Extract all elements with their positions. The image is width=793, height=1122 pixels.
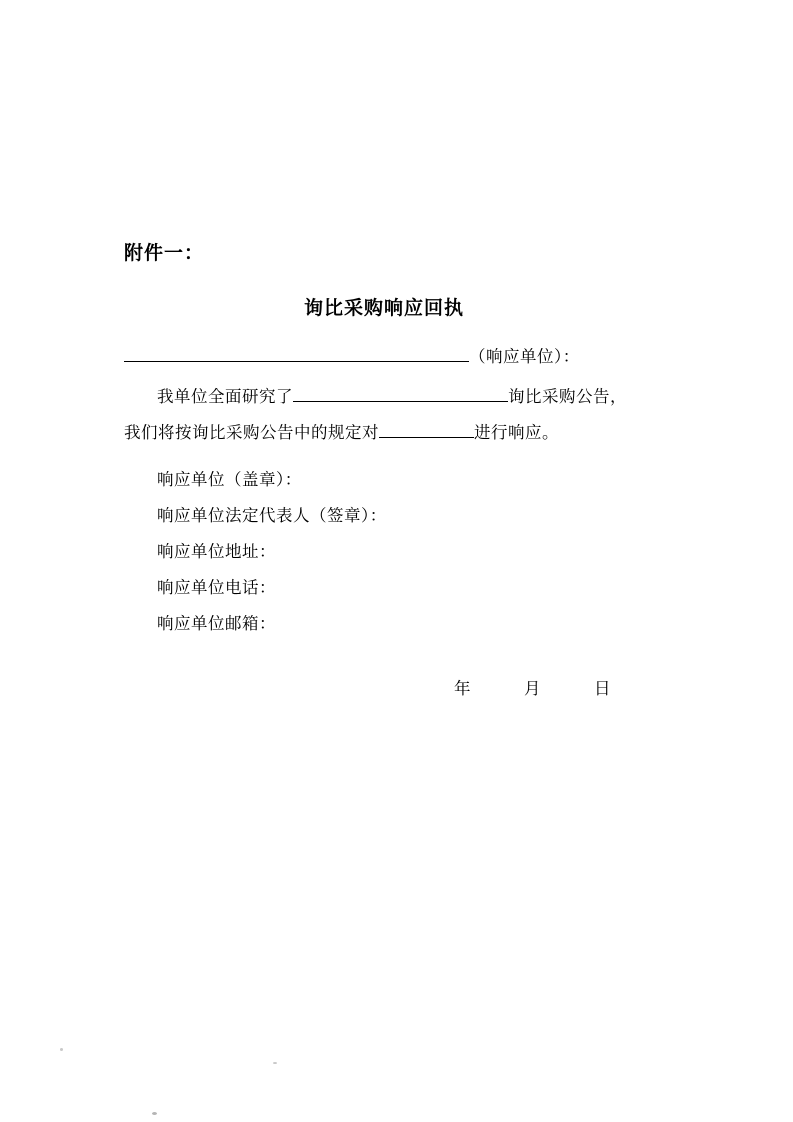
paragraph-1 [124, 380, 684, 414]
date-day-label: 日 [594, 679, 613, 698]
page-title: 询比采购响应回执 [303, 297, 464, 319]
paragraph-2 [124, 416, 684, 450]
scan-speck [273, 1062, 277, 1064]
field-row: 响应单位（盖章）： [157, 470, 302, 489]
date-signature-row [124, 672, 684, 706]
letter-content [124, 340, 684, 706]
date-month-label: 月 [524, 679, 543, 698]
paragraph-1-after: 询比采购公告， [508, 387, 627, 406]
notice-name-blank[interactable] [293, 384, 508, 402]
document-body [124, 242, 684, 706]
field-row: 响应单位邮箱： [157, 614, 276, 633]
paragraph-2-after: 进行响应。 [474, 423, 559, 442]
paragraph-1-before: 我单位全面研究了 [157, 387, 293, 406]
field-row: 响应单位电话： [157, 578, 276, 597]
scan-speck [60, 1048, 63, 1051]
recipient-suffix: （响应单位）： [469, 347, 580, 366]
respond-target-blank[interactable] [379, 420, 474, 438]
date-year-label: 年 [454, 679, 473, 698]
recipient-row [124, 340, 684, 374]
field-list [124, 462, 684, 642]
scan-speck [152, 1112, 157, 1115]
recipient-blank[interactable] [124, 344, 469, 362]
field-row: 响应单位法定代表人（签章）： [157, 506, 387, 525]
attachment-label: 附件一： [124, 243, 205, 264]
field-row: 响应单位地址： [157, 542, 276, 561]
paragraph-2-before: 我们将按询比采购公告中的规定对 [124, 423, 379, 442]
